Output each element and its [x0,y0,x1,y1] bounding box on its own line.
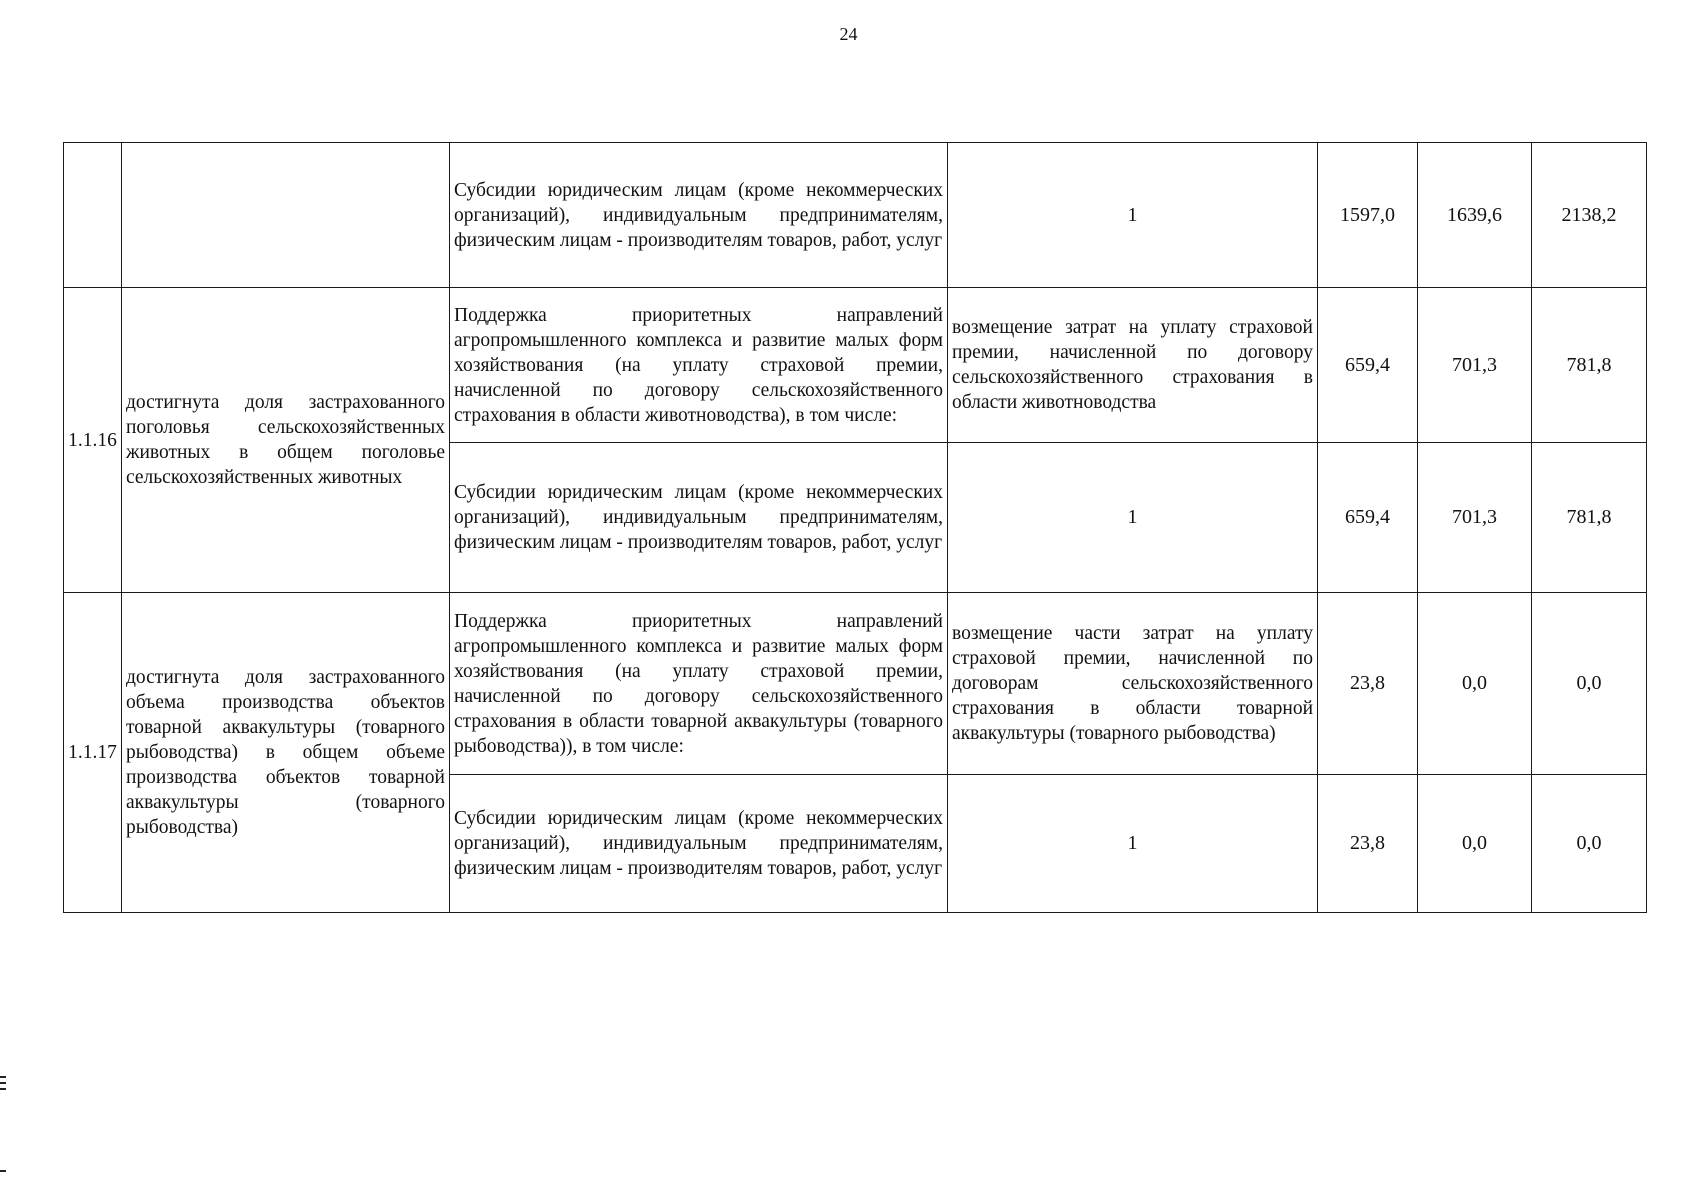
row-value-3: 781,8 [1532,443,1647,593]
scan-edge-mark [0,1082,6,1084]
row-value-2: 701,3 [1418,443,1532,593]
row-value-1: 659,4 [1318,288,1418,443]
table-row [64,143,1647,288]
row-value-2: 1639,6 [1418,143,1532,288]
row-goal: достигнута доля застрахованного объема производства объектов товарной аквакультуры (товарного рыбоводства) в общем объеме производства объектов товарной аквакультуры (товарного рыбоводства) [122,593,450,913]
row-direction: Поддержка приоритетных направлений агропромышленного комплекса и развитие малых форм хозяйствования (на уплату страховой премии, начисленной по договору сельскохозяйственного страхования в области товарной аквакультуры (товарного рыбоводства)), в том числе: [450,593,948,775]
row-direction: Поддержка приоритетных направлений агропромышленного комплекса и развитие малых форм хозяйствования (на уплату страховой премии, начисленной по договору сельскохозяйственного страхования в области животноводства), в том числе: [450,288,948,443]
scan-edge-mark [0,1088,6,1090]
row-direction: Субсидии юридическим лицам (кроме некоммерческих организаций), индивидуальным предпринимателям, физическим лицам - производителям товаров, работ, услуг [450,143,948,288]
scan-edge-mark [0,1170,6,1172]
row-code: 1.1.16 [64,288,122,593]
row-measure: 1 [948,443,1318,593]
table-row [64,288,1647,443]
row-value-3: 0,0 [1532,593,1647,775]
row-value-1: 659,4 [1318,443,1418,593]
row-direction: Субсидии юридическим лицам (кроме некоммерческих организаций), индивидуальным предпринимателям, физическим лицам - производителям товаров, работ, услуг [450,443,948,593]
row-value-1: 1597,0 [1318,143,1418,288]
scan-edge-mark [0,1076,6,1078]
row-goal [122,143,450,288]
row-value-2: 0,0 [1418,593,1532,775]
row-value-3: 781,8 [1532,288,1647,443]
row-code: 1.1.17 [64,593,122,913]
row-value-2: 701,3 [1418,288,1532,443]
row-value-2: 0,0 [1418,775,1532,913]
row-measure: 1 [948,775,1318,913]
row-measure: возмещение затрат на уплату страховой премии, начисленной по договору сельскохозяйственного страхования в области животноводства [948,288,1318,443]
row-measure: 1 [948,143,1318,288]
budget-table [63,142,1647,913]
row-measure: возмещение части затрат на уплату страховой премии, начисленной по договорам сельскохозяйственного страхования в области товарной аквакультуры (товарного рыбоводства) [948,593,1318,775]
row-value-3: 2138,2 [1532,143,1647,288]
row-value-1: 23,8 [1318,775,1418,913]
page-number: 24 [839,24,858,44]
row-code [64,143,122,288]
row-goal: достигнута доля застрахованного поголовья сельскохозяйственных животных в общем поголовье сельскохозяйственных животных [122,288,450,593]
table-row [64,593,1647,775]
row-direction: Субсидии юридическим лицам (кроме некоммерческих организаций), индивидуальным предпринимателям, физическим лицам - производителям товаров, работ, услуг [450,775,948,913]
row-value-1: 23,8 [1318,593,1418,775]
row-value-3: 0,0 [1532,775,1647,913]
